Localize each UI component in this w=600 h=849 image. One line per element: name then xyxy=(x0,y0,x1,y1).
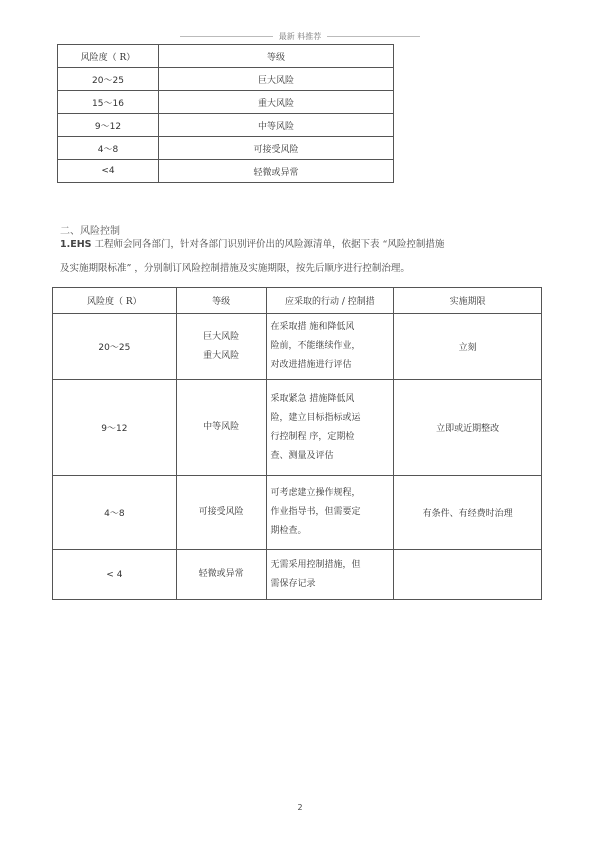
action-line: 作业指导书，但需要定 xyxy=(270,507,361,517)
risk-level-cell: 轻微或异常 xyxy=(159,160,394,183)
deadline-cell: 立刻 xyxy=(394,314,542,380)
deadline-cell: 有条件、有经费时治理 xyxy=(394,476,542,550)
action-cell xyxy=(266,314,394,380)
column-header-level: 等级 xyxy=(159,45,394,68)
action-line: 可考虑建立操作规程， xyxy=(270,488,361,498)
header-rule-right xyxy=(327,36,420,37)
risk-range-cell: 20～25 xyxy=(53,314,177,380)
risk-control-table xyxy=(52,287,542,600)
action-line: 采取紧急 措施降低风 xyxy=(270,393,355,404)
risk-level-text: 中等风险 xyxy=(203,422,240,432)
column-header-risk: 风险度（ R） xyxy=(53,288,177,314)
table-row xyxy=(53,380,542,476)
risk-level-text: 巨大风险 xyxy=(203,331,240,342)
table-row xyxy=(53,550,542,600)
risk-range-cell: 4～8 xyxy=(53,476,177,550)
risk-range-cell: <4 xyxy=(58,160,159,183)
risk-range-cell: 4～8 xyxy=(58,137,159,160)
risk-level-cell xyxy=(176,380,266,476)
action-line: 无需采用控制措施，但 xyxy=(270,559,361,570)
action-line: 需保存记录 xyxy=(270,578,316,589)
page-header xyxy=(180,29,420,43)
risk-level-cell: 重大风险 xyxy=(159,91,394,114)
risk-range-cell: 15～16 xyxy=(58,91,159,114)
table-row xyxy=(58,137,394,160)
action-cell xyxy=(266,550,394,600)
deadline-cell xyxy=(394,550,542,600)
table-row xyxy=(58,68,394,91)
paragraph-line-2: 及实施期限标准” ，分别制订风险控制措施及实施期限，按先后顺序进行控制治理。 xyxy=(60,263,410,274)
risk-level-cell xyxy=(176,550,266,600)
risk-range-cell: < 4 xyxy=(53,550,177,600)
risk-range-cell: 9～12 xyxy=(58,114,159,137)
column-header-deadline: 实施期限 xyxy=(394,288,542,314)
paragraph-prefix: 1.EHS xyxy=(60,239,92,250)
action-line: 查、测量及评估 xyxy=(270,450,334,461)
risk-range-cell: 20～25 xyxy=(58,68,159,91)
column-header-level: 等级 xyxy=(176,288,266,314)
table-row xyxy=(58,114,394,137)
table-row xyxy=(58,91,394,114)
table-row xyxy=(53,314,542,380)
action-cell xyxy=(266,380,394,476)
action-line: 在采取措 施和降低风 xyxy=(270,322,355,332)
section-title: 二、风险控制 xyxy=(60,226,120,237)
action-line: 险，建立目标指标或运 xyxy=(270,412,361,423)
risk-range-cell: 9～12 xyxy=(53,380,177,476)
table-row xyxy=(58,160,394,183)
risk-level-text: 可接受风险 xyxy=(198,507,244,517)
risk-level-cell: 中等风险 xyxy=(159,114,394,137)
risk-level-cell: 可接受风险 xyxy=(159,137,394,160)
table-header-row xyxy=(58,45,394,68)
action-line: 期检查。 xyxy=(270,526,307,536)
action-line: 对改进措施进行评估 xyxy=(270,360,352,370)
risk-level-cell: 巨大风险 xyxy=(159,68,394,91)
risk-level-text: 轻微或异常 xyxy=(198,569,244,579)
risk-level-cell xyxy=(176,476,266,550)
paragraph-line-1-text: 工程师会同各部门，针对各部门识别评价出的风险源清单，依据下表 “风险控制措施 xyxy=(91,239,445,250)
action-cell xyxy=(266,476,394,550)
risk-level-text: 重大风险 xyxy=(203,350,240,361)
header-text: 最新 料推荐 xyxy=(278,31,322,41)
column-header-risk: 风险度（ R） xyxy=(58,45,159,68)
page-number: 2 xyxy=(297,803,303,812)
risk-level-table xyxy=(57,44,394,183)
column-header-action: 应采取的行动 / 控制措 xyxy=(266,288,394,314)
paragraph-line-1 xyxy=(60,234,540,256)
table-header-row xyxy=(53,288,542,314)
action-line: 险前，不能继续作业， xyxy=(270,341,361,351)
table-row xyxy=(53,476,542,550)
action-line: 行控制程 序，定期检 xyxy=(270,431,355,442)
risk-level-cell xyxy=(176,314,266,380)
header-rule-left xyxy=(180,36,273,37)
deadline-cell: 立即或近期整改 xyxy=(394,380,542,476)
